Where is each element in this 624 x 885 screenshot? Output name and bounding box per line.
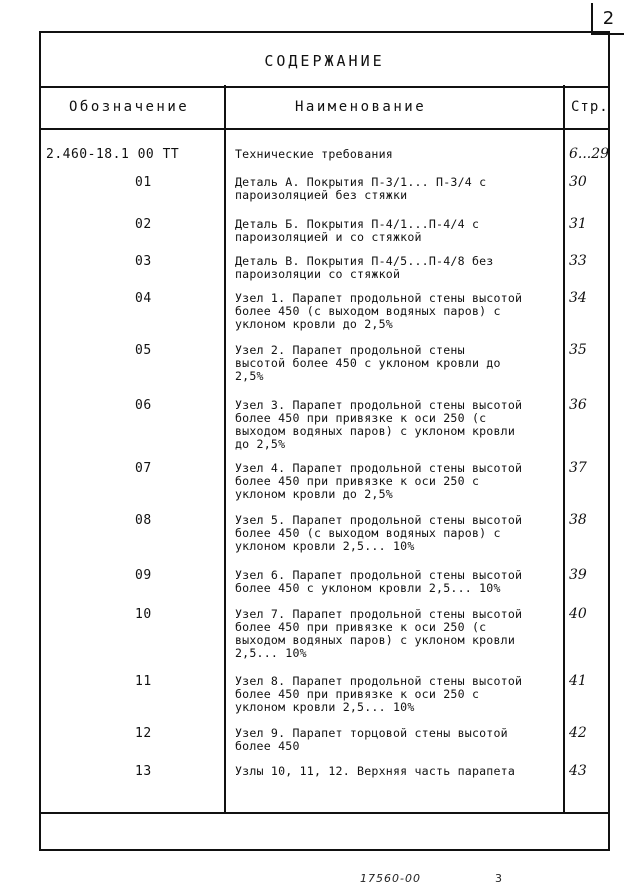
row-name: Деталь А. Покрытия П-3/1... П-3/4 с пароизоляцией без стяжки bbox=[235, 175, 487, 202]
row-page: 35 bbox=[569, 342, 587, 358]
header-designation: Обозначение bbox=[69, 98, 190, 115]
row-name: Узел 5. Парапет продольной стены высотой более 450 (с выходом водяных паров) с уклоном кровли 2,5... 10% bbox=[235, 513, 523, 553]
row-page: 37 bbox=[569, 460, 587, 476]
row-page: 41 bbox=[569, 673, 587, 689]
row-designation: 05 bbox=[135, 343, 152, 358]
row-designation: 06 bbox=[135, 398, 152, 413]
row-designation: 10 bbox=[135, 607, 152, 622]
footer-number: 3 bbox=[495, 872, 502, 885]
row-name: Узел 8. Парапет продольной стены высотой более 450 при привязке к оси 250 с уклоном кровли 2,5... 10% bbox=[235, 674, 523, 714]
row-page: 40 bbox=[569, 606, 587, 622]
row-name: Деталь В. Покрытия П-4/5...П-4/8 без пароизоляции со стяжкой bbox=[235, 254, 494, 281]
row-name: Узел 7. Парапет продольной стены высотой более 450 при привязке к оси 250 (с выходом водяных паров) с уклоном кровли 2,5... 10% bbox=[235, 607, 523, 660]
table-bottom-line bbox=[41, 812, 608, 814]
row-name: Деталь Б. Покрытия П-4/1...П-4/4 с пароизоляцией и со стяжкой bbox=[235, 217, 480, 244]
row-designation: 08 bbox=[135, 513, 152, 528]
row-designation: 02 bbox=[135, 217, 152, 232]
row-name: Узел 1. Парапет продольной стены высотой более 450 (с выходом водяных паров) с уклоном кровли до 2,5% bbox=[235, 291, 523, 331]
sheet-number: 2 bbox=[602, 7, 615, 29]
row-name: Узел 6. Парапет продольной стены высотой более 450 с уклоном кровли 2,5... 10% bbox=[235, 568, 523, 595]
footer-code: 17560-00 bbox=[360, 872, 421, 885]
row-page: 33 bbox=[569, 253, 587, 269]
header-page: Стр. bbox=[571, 98, 609, 115]
row-name: Узлы 10, 11, 12. Верхняя часть парапета bbox=[235, 764, 516, 778]
row-name: Узел 3. Парапет продольной стены высотой более 450 при привязке к оси 250 (с выходом водяных паров) с уклоном кровли до 2,5% bbox=[235, 398, 523, 451]
row-page: 42 bbox=[569, 725, 587, 741]
row-designation: 2.460-18.1 00 ТТ bbox=[46, 147, 180, 162]
row-designation: 04 bbox=[135, 291, 152, 306]
row-designation: 12 bbox=[135, 726, 152, 741]
row-designation: 03 bbox=[135, 254, 152, 269]
row-page: 31 bbox=[569, 216, 587, 232]
row-name: Узел 2. Парапет продольной стены высотой более 450 с уклоном кровли до 2,5% bbox=[235, 343, 501, 383]
row-page: 38 bbox=[569, 512, 587, 528]
row-designation: 13 bbox=[135, 764, 152, 779]
column-divider-2 bbox=[563, 85, 565, 812]
row-name: Узел 9. Парапет торцовой стены высотой более 450 bbox=[235, 726, 508, 753]
title-text: СОДЕРЖАНИЕ bbox=[264, 52, 385, 70]
row-page: 34 bbox=[569, 290, 587, 306]
row-designation: 09 bbox=[135, 568, 152, 583]
row-name: Узел 4. Парапет продольной стены высотой более 450 при привязке к оси 250 с уклоном кровли до 2,5% bbox=[235, 461, 523, 501]
row-page: 6...29 bbox=[569, 146, 610, 162]
row-page: 43 bbox=[569, 763, 587, 779]
row-designation: 01 bbox=[135, 175, 152, 190]
table-header bbox=[41, 85, 608, 130]
header-name: Наименование bbox=[295, 98, 427, 115]
row-designation: 07 bbox=[135, 461, 152, 476]
row-page: 30 bbox=[569, 174, 587, 190]
row-page: 39 bbox=[569, 567, 587, 583]
table-title bbox=[41, 36, 608, 88]
row-designation: 11 bbox=[135, 674, 152, 689]
column-divider-1 bbox=[224, 85, 226, 812]
contents-table bbox=[39, 31, 610, 851]
row-name: Технические требования bbox=[235, 147, 393, 161]
row-page: 36 bbox=[569, 397, 587, 413]
